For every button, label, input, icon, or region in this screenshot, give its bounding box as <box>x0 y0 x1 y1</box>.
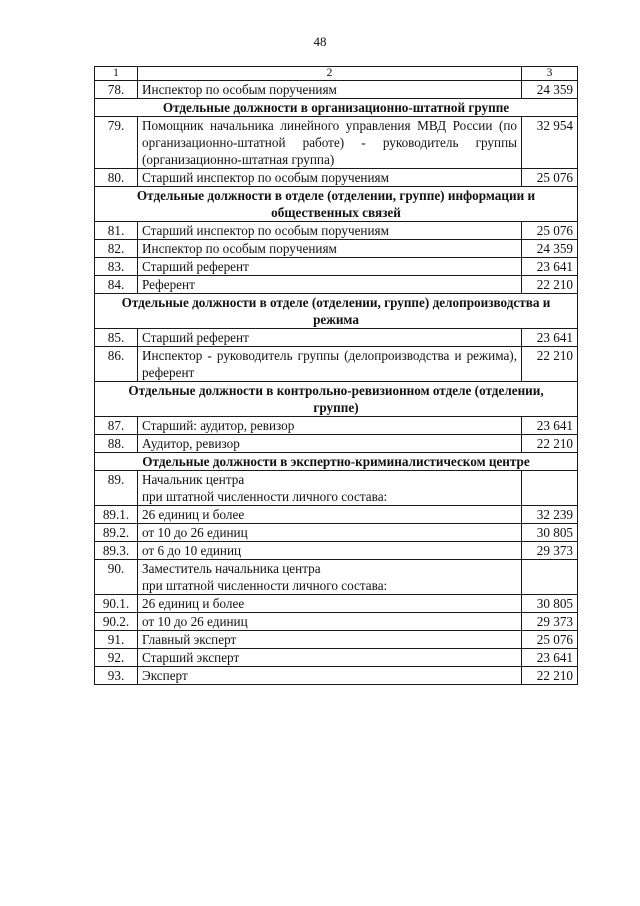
position-name: от 10 до 26 единиц <box>138 613 522 631</box>
position-name: Старший: аудитор, ревизор <box>138 417 522 435</box>
salary-value: 25 076 <box>522 222 578 240</box>
section-title: Отдельные должности в отделе (отделении, группе) информации и общественных связей <box>95 187 578 222</box>
table-header-row <box>95 67 578 81</box>
header-col-salary: 3 <box>522 67 578 81</box>
row-number: 79. <box>95 117 138 169</box>
position-name: Старший инспектор по особым поручениям <box>138 222 522 240</box>
row-number: 89. <box>95 471 138 506</box>
table-row <box>95 595 578 613</box>
row-number: 90.1. <box>95 595 138 613</box>
salary-value: 30 805 <box>522 524 578 542</box>
position-name: Старший референт <box>138 329 522 347</box>
salary-value: 25 076 <box>522 169 578 187</box>
page-number: 48 <box>313 34 327 49</box>
position-name: Инспектор - руководитель группы (делопроизводства и режима), референт <box>138 347 522 382</box>
row-number: 89.1. <box>95 506 138 524</box>
position-name: 26 единиц и более <box>138 595 522 613</box>
row-number: 83. <box>95 258 138 276</box>
table-row <box>95 613 578 631</box>
position-name: от 10 до 26 единиц <box>138 524 522 542</box>
row-number: 90. <box>95 560 138 595</box>
salary-value: 22 210 <box>522 435 578 453</box>
row-number: 89.2. <box>95 524 138 542</box>
salary-value: 23 641 <box>522 649 578 667</box>
salary-value <box>522 471 578 506</box>
table-row <box>95 649 578 667</box>
section-header-row <box>95 99 578 117</box>
position-name: Референт <box>138 276 522 294</box>
position-name: Старший референт <box>138 258 522 276</box>
table-row <box>95 258 578 276</box>
table-row <box>95 524 578 542</box>
salary-value: 23 641 <box>522 417 578 435</box>
table-row <box>95 542 578 560</box>
row-number: 91. <box>95 631 138 649</box>
salary-value <box>522 560 578 595</box>
row-number: 78. <box>95 81 138 99</box>
salary-value: 24 359 <box>522 240 578 258</box>
table-row <box>95 667 578 685</box>
salary-value: 29 373 <box>522 542 578 560</box>
row-number: 93. <box>95 667 138 685</box>
table-row <box>95 560 578 595</box>
position-name: Аудитор, ревизор <box>138 435 522 453</box>
row-number: 87. <box>95 417 138 435</box>
header-col-position: 2 <box>138 67 522 81</box>
salary-value: 32 954 <box>522 117 578 169</box>
section-header-row <box>95 187 578 222</box>
salary-value: 22 210 <box>522 276 578 294</box>
position-name: Инспектор по особым поручениям <box>138 240 522 258</box>
table-row <box>95 169 578 187</box>
table-row <box>95 471 578 506</box>
section-header-row <box>95 294 578 329</box>
salary-value: 24 359 <box>522 81 578 99</box>
position-name: Главный эксперт <box>138 631 522 649</box>
section-title: Отдельные должности в отделе (отделении, группе) делопроизводства и режима <box>95 294 578 329</box>
position-name: Старший эксперт <box>138 649 522 667</box>
salary-value: 25 076 <box>522 631 578 649</box>
table-body <box>95 67 578 685</box>
salary-table <box>94 66 578 685</box>
table-row <box>95 117 578 169</box>
header-col-number: 1 <box>95 67 138 81</box>
row-number: 82. <box>95 240 138 258</box>
section-header-row <box>95 453 578 471</box>
position-name: Старший инспектор по особым поручениям <box>138 169 522 187</box>
row-number: 88. <box>95 435 138 453</box>
section-title: Отдельные должности в организационно-штатной группе <box>95 99 578 117</box>
row-number: 92. <box>95 649 138 667</box>
salary-value: 32 239 <box>522 506 578 524</box>
table-row <box>95 417 578 435</box>
table-row <box>95 222 578 240</box>
table-row <box>95 435 578 453</box>
row-number: 85. <box>95 329 138 347</box>
section-title: Отдельные должности в контрольно-ревизионном отделе (отделении, группе) <box>95 382 578 417</box>
row-number: 81. <box>95 222 138 240</box>
section-title: Отдельные должности в экспертно-криминалистическом центре <box>95 453 578 471</box>
table-row <box>95 347 578 382</box>
position-name: Начальник центра при штатной численности личного состава: <box>138 471 522 506</box>
salary-value: 30 805 <box>522 595 578 613</box>
row-number: 86. <box>95 347 138 382</box>
section-header-row <box>95 382 578 417</box>
table-row <box>95 81 578 99</box>
table-row <box>95 506 578 524</box>
table-row <box>95 240 578 258</box>
row-number: 80. <box>95 169 138 187</box>
position-name: Помощник начальника линейного управления МВД России (по организационно-штатной работе) - руководитель группы (организационно-штатная группа) <box>138 117 522 169</box>
salary-value: 29 373 <box>522 613 578 631</box>
position-name: Эксперт <box>138 667 522 685</box>
position-name: Заместитель начальника центра при штатной численности личного состава: <box>138 560 522 595</box>
position-name: 26 единиц и более <box>138 506 522 524</box>
table-row <box>95 329 578 347</box>
row-number: 89.3. <box>95 542 138 560</box>
position-name: Инспектор по особым поручениям <box>138 81 522 99</box>
position-name: от 6 до 10 единиц <box>138 542 522 560</box>
salary-value: 22 210 <box>522 347 578 382</box>
salary-value: 22 210 <box>522 667 578 685</box>
table-row <box>95 631 578 649</box>
row-number: 84. <box>95 276 138 294</box>
salary-value: 23 641 <box>522 258 578 276</box>
table-row <box>95 276 578 294</box>
row-number: 90.2. <box>95 613 138 631</box>
salary-value: 23 641 <box>522 329 578 347</box>
